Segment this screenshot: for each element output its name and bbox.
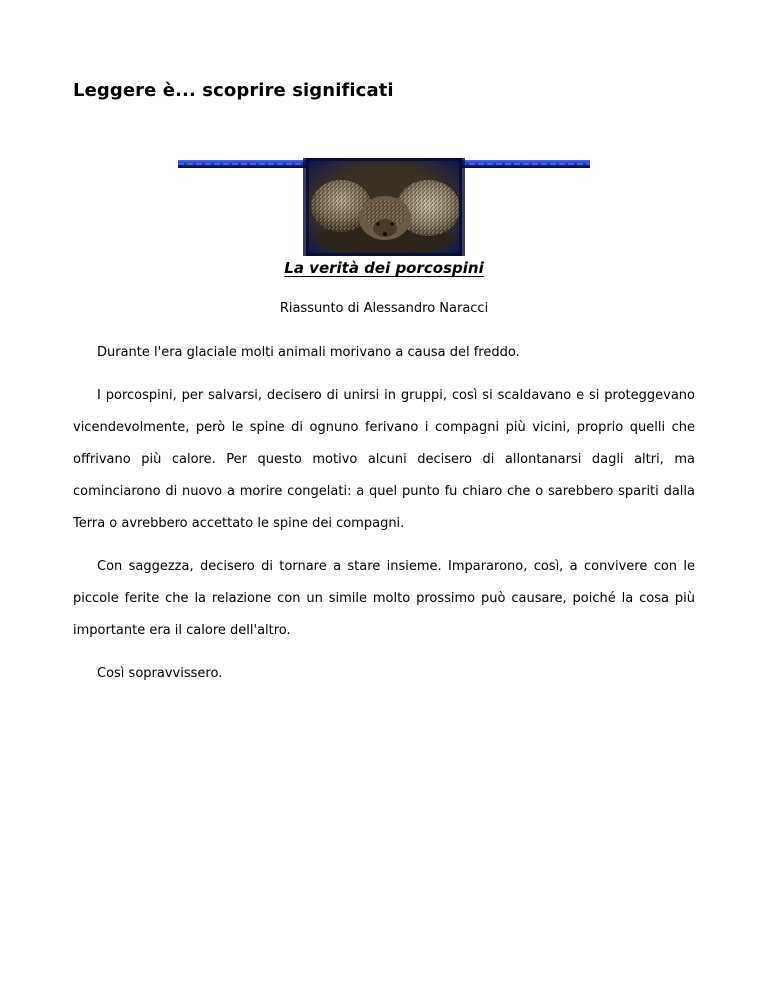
paragraph: Durante l'era glaciale molti animali morivano a causa del freddo.: [97, 345, 520, 360]
document-title: Leggere è... scoprire significati: [73, 80, 394, 101]
paragraph: I porcospini, per salvarsi, decisero di unirsi in gruppi, così si scaldavano e si proteggevano vicendevolmente, però le spine di ognuno ferivano i compagni più vicini, proprio quelli che offrivano più calore. Per questo motivo alcuni decisero di allontanarsi dagli altri, ma cominciarono di nuovo a morire congelati: a quel punto fu chiaro che o sarebbero spariti dalla Terra o avrebbero accettato le spine dei compagni.: [73, 388, 695, 531]
hedgehog-banner: [178, 158, 590, 256]
story-subtitle: Riassunto di Alessandro Naracci: [279, 301, 489, 316]
story-title: La verità dei porcospini: [284, 259, 484, 277]
story-body: [73, 337, 695, 690]
paragraph: Così sopravvissero.: [97, 666, 223, 681]
hedgehogs-photo: [178, 158, 590, 256]
paragraph: Con saggezza, decisero di tornare a stare insieme. Impararono, così, a convivere con le piccole ferite che la relazione con un simile molto prossimo può causare, poiché la cosa più importante era il calore dell'altro.: [73, 559, 695, 638]
